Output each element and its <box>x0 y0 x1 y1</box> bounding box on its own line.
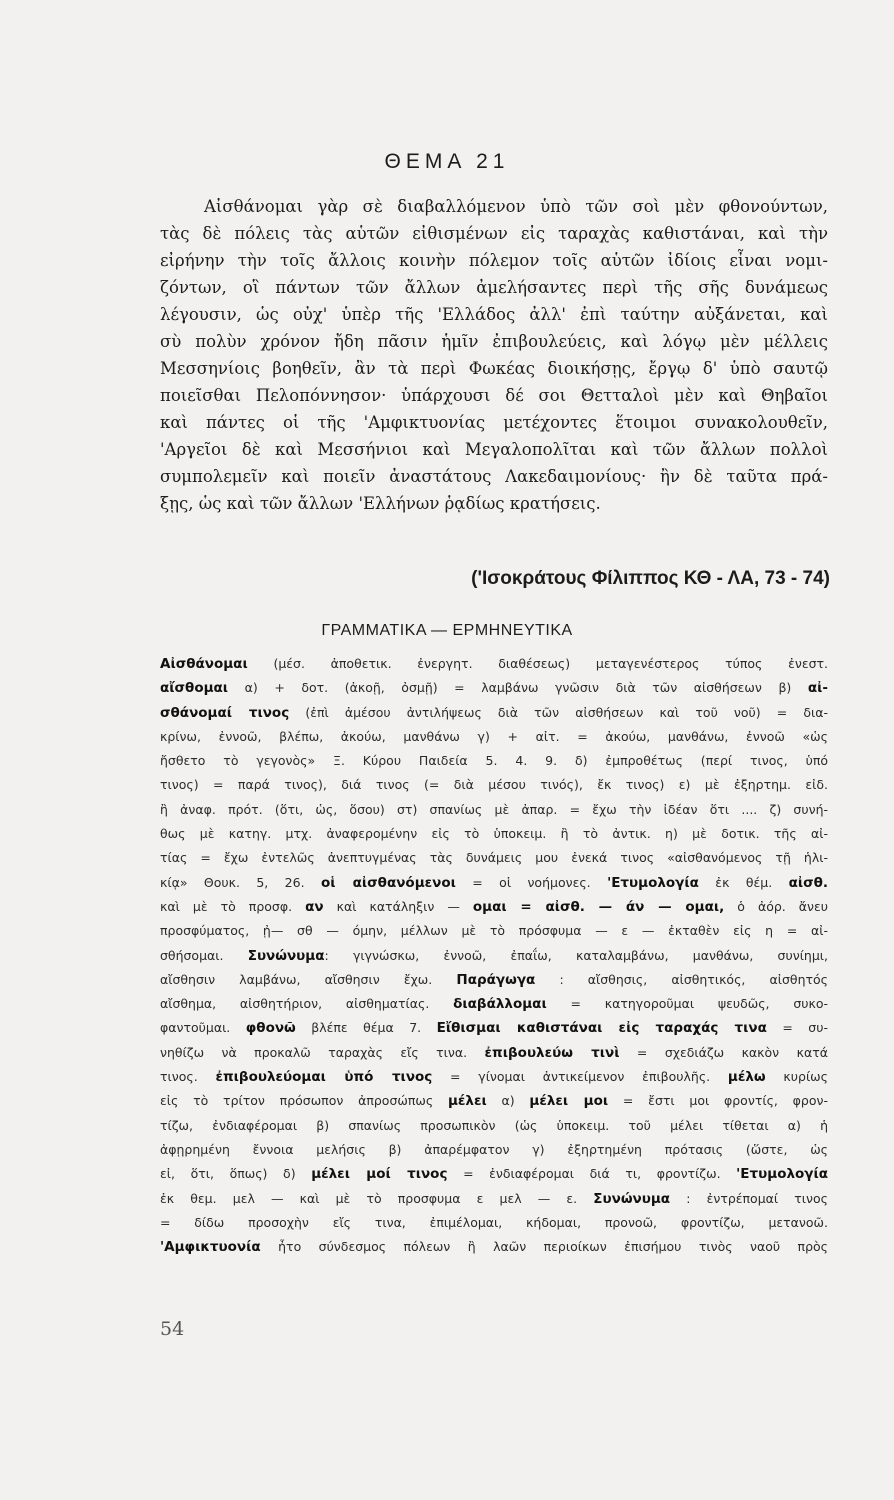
note-text: ὁ ἀόρ. ἄνευ <box>724 898 828 914</box>
note-text: α) <box>486 1093 530 1109</box>
notes-line <box>160 1162 828 1186</box>
note-text: εἰς τὸ τρίτον πρόσωπον ἀπροσώπως <box>160 1093 448 1109</box>
headword: ἐπιβουλεύω τινὶ <box>484 1044 620 1061</box>
note-text: = ἐνδιαφέρομαι διά τι, φροντίζω. <box>447 1166 737 1182</box>
notes-line <box>160 1016 828 1040</box>
note-text: καὶ κατάληξιν — <box>323 898 473 914</box>
headword: διαβάλλομαι <box>453 996 547 1013</box>
notes-line <box>160 1065 828 1089</box>
note-text: βλέπε θέμα 7. <box>295 1020 437 1036</box>
note-text: φαντοῦμαι. <box>160 1020 246 1036</box>
source-citation: ('Ισοκράτους Φίλιππος ΚΘ - ΛΑ, 73 - 74) <box>471 568 830 589</box>
note-text: (μέσ. ἀποθετικ. ἐνεργητ. διαθέσεως) μεταγενέστερος τύπος ἐνεστ. <box>247 656 828 671</box>
passage-line: εἰρήνην τὴν τοῖς ἄλλοις κοινὴν πόλεμον τοῖς αὑτῶν ἰδίοις εἶναι νομι- <box>160 251 828 270</box>
notes-line <box>160 822 828 846</box>
passage-line: τὰς δὲ πόλεις τὰς αὑτῶν εἰθισμένων εἰς ταραχὰς καθιστάναι, καὶ τὴν <box>160 224 828 243</box>
notes-line <box>160 895 828 919</box>
headword: αἰ- <box>807 680 828 697</box>
note-text: = σχεδιάζω κακὸν κατά <box>619 1044 828 1060</box>
notes-line <box>160 944 828 968</box>
headword: 'Αμφικτυονία <box>160 1239 261 1256</box>
notes-line <box>160 652 828 676</box>
notes-line <box>160 1089 828 1113</box>
grammar-notes <box>160 652 828 1259</box>
notes-line <box>160 846 828 870</box>
note-text: τινος) = παρά τινος), διά τινος (= διὰ μέσου τινός), ἔκ τινος) ε) μὲ ἐξηρτημ. εἰδ. <box>160 777 828 793</box>
notes-line <box>160 676 828 700</box>
headword: Παράγωγα <box>456 971 536 988</box>
page-number: 54 <box>160 1318 185 1340</box>
note-text: ἐκ θεμ. μελ — καὶ μὲ τὸ προσφυμα ε μελ — ε. <box>160 1190 594 1206</box>
notes-line <box>160 919 828 943</box>
notes-line <box>160 968 828 992</box>
headword: μέλει μοι <box>529 1093 609 1110</box>
headword: 'Ετυμολογία <box>607 874 699 891</box>
note-text: = κατηγοροῦμαι ψευδῶς, συκο- <box>546 996 828 1012</box>
headword: Συνώνυμα <box>247 947 325 964</box>
headword: ἐπιβουλεύομαι ὑπό τινος <box>215 1069 433 1086</box>
note-text: αἴσθημα, αἰσθητήριον, αἰσθηματίας. <box>160 996 454 1012</box>
headword: μέλει μοί τινος <box>311 1166 448 1183</box>
note-text: τίας = ἔχω ἐντελῶς ἀνεπτυγμένας τὰς δυνάμεις μου ἐνεκά τινος «αἰσθανόμενος τῇ ἡλι- <box>160 850 828 866</box>
headword: αν <box>305 898 324 915</box>
note-text: καὶ μὲ τὸ προσφ. <box>160 898 306 914</box>
notes-line <box>160 1041 828 1065</box>
notes-line <box>160 1114 828 1138</box>
note-text: αἴσθησιν λαμβάνω, αἴσθησιν ἔχω. <box>160 971 457 987</box>
note-text: θως μὲ κατηγ. μτχ. ἀναφερομένην εἰς τὸ ὑποκειμ. ἢ τὸ ἀντικ. η) μὲ δοτικ. τῆς αἰ- <box>160 826 828 842</box>
note-text: προσφύματος, ᾐ— σθ — όμην, μέλλων μὲ τὸ πρόσφυμα — ε — ἐκταθὲν εἰς η = αἰ- <box>160 923 828 939</box>
headword: αἴσθομαι <box>160 680 229 697</box>
passage-line: ξῃς, ὡς καὶ τῶν ἄλλων 'Ελλήνων ῥᾳδίως κρατήσεις. <box>160 494 601 513</box>
note-text: = δίδω προσοχὴν εἴς τινα, ἐπιμέλομαι, κήδομαι, προνοῶ, φροντίζω, μετανοῶ. <box>160 1214 828 1230</box>
headword: οἱ αἰσθανόμενοι <box>320 874 456 891</box>
note-text: = συ- <box>766 1020 828 1036</box>
notes-line <box>160 1138 828 1162</box>
passage-line: ζόντων, οἳ πάντων τῶν ἄλλων ἀμελήσαντες περὶ τῆς σῆς δυνάμεως <box>160 278 828 297</box>
note-text: νηθίζω νὰ προκαλῶ ταραχὰς εἴς τινα. <box>160 1044 485 1060</box>
note-text: κίᾳ» Θουκ. 5, 26. <box>160 874 321 890</box>
notes-line <box>160 701 828 725</box>
notes-line <box>160 871 828 895</box>
notes-line <box>160 749 828 773</box>
note-text: ἢ ἀναφ. πρότ. (ὅτι, ὡς, ὅσου) στ) σπανίως μὲ ἀπαρ. = ἔχω τὴν ἰδέαν ὅτι .... ζ) συνή- <box>160 801 828 817</box>
note-text: = ἔστι μοι φροντίς, φρον- <box>608 1093 828 1109</box>
headword: αἰσθ. <box>788 874 828 891</box>
notes-line <box>160 725 828 749</box>
headword: φθονῶ <box>245 1020 296 1037</box>
headword: μέλω <box>727 1069 766 1086</box>
headword: Αἰσθάνομαι <box>160 656 248 672</box>
note-text: : ἐντρέπομαί τινος <box>670 1190 828 1206</box>
headword: Συνώνυμα <box>593 1190 671 1207</box>
passage-line: 'Αργεῖοι δὲ καὶ Μεσσήνιοι καὶ Μεγαλοπολῖται καὶ τῶν ἄλλων πολλοὶ <box>160 440 828 459</box>
passage-line: σὺ πολὺν χρόνον ἤδη πᾶσιν ἡμῖν ἐπιβουλεύεις, καὶ λόγῳ μὲν μέλλεις <box>160 332 828 351</box>
notes-line <box>160 798 828 822</box>
notes-line <box>160 1211 828 1235</box>
headword: 'Ετυμολογία <box>736 1166 828 1183</box>
note-text: : γιγνώσκω, ἐννοῶ, ἐπαΐω, καταλαμβάνω, μανθάνω, συνίημι, <box>324 947 828 963</box>
note-text: : αἴσθησις, αἰσθητικός, αἰσθητός <box>535 971 828 987</box>
note-text: κρίνω, ἐννοῶ, βλέπω, ἀκούω, μανθάνω γ) + αἰτ. = ἀκούω, μανθάνω, ἐννοῶ «ὡς <box>160 728 828 744</box>
headword: σθάνομαί τινος <box>160 704 290 721</box>
passage-line: καὶ πάντες οἱ τῆς 'Αμφικτυονίας μετέχοντες ἕτοιμοι συνακολουθεῖν, <box>160 413 828 432</box>
note-text: ἤσθετο τὸ γεγονὸς» Ξ. Κύρου Παιδεία 5. 4. 9. δ) ἐμπροθέτως (περί τινος, ὑπό <box>160 753 828 769</box>
note-text: α) + δοτ. (ἀκοῇ, ὀσμῇ) = λαμβάνω γνῶσιν διὰ τῶν αἰσθήσεων β) <box>228 680 808 696</box>
passage-line: λέγουσιν, ὡς οὐχ' ὑπὲρ τῆς 'Ελλάδος ἀλλ' ἐπὶ ταύτην αὐξάνεται, καὶ <box>160 305 828 324</box>
note-text: ἐκ θέμ. <box>698 874 789 890</box>
note-text: τίζω, ἐνδιαφέρομαι β) σπανίως προσωπικὸν (ὡς ὑποκειμ. τοῦ μέλει τίθεται α) ἡ <box>160 1117 828 1133</box>
headword: Εἴθισμαι καθιστάναι εἰς ταραχάς τινα <box>436 1020 767 1037</box>
notes-line <box>160 773 828 797</box>
note-text: εἰ, ὅτι, ὅπως) δ) <box>160 1166 312 1182</box>
passage-line: Αἰσθάνομαι γὰρ σὲ διαβαλλόμενον ὑπὸ τῶν σοὶ μὲν φθονούντων, <box>204 197 828 216</box>
headword: ομαι = αἰσθ. — άν — ομαι, <box>472 898 725 915</box>
notes-line <box>160 992 828 1016</box>
headword: μέλει <box>447 1093 487 1110</box>
note-text: κυρίως <box>765 1069 828 1085</box>
passage-line: ποιεῖσθαι Πελοπόννησον· ὑπάρχουσι δέ σοι Θετταλοὶ μὲν καὶ Θηβαῖοι <box>160 386 828 405</box>
note-text: = οἱ νοήμονες. <box>455 874 608 890</box>
note-text: (ἐπὶ ἀμέσου ἀντιλήψεως διὰ τῶν αἰσθήσεων καὶ τοῦ νοῦ) = δια- <box>289 704 828 720</box>
notes-line <box>160 1187 828 1211</box>
page-title: ΘΕΜΑ 21 <box>384 150 510 173</box>
note-text: σθήσομαι. <box>160 947 248 963</box>
passage-line: Μεσσηνίοις βοηθεῖν, ἂν τὰ περὶ Φωκέας διοικήσῃς, ἔργῳ δ' ὑπὸ σαυτῷ <box>160 359 828 378</box>
ancient-text-passage <box>160 193 828 517</box>
note-text: τινος. <box>160 1069 216 1085</box>
note-text: ἦτο σύνδεσμος πόλεων ἢ λαῶν περιοίκων ἐπισήμου τινὸς ναοῦ πρὸς <box>260 1239 828 1255</box>
notes-line <box>160 1235 828 1259</box>
note-text: = γίνομαι ἀντικείμενον ἐπιβουλῆς. <box>432 1069 728 1085</box>
section-heading: ΓΡΑΜΜΑΤΙΚΑ — ΕΡΜΗΝΕΥΤΙΚΑ <box>321 622 573 639</box>
passage-line: συμπολεμεῖν καὶ ποιεῖν ἀναστάτους Λακεδαιμονίους· ἢν δὲ ταῦτα πρά- <box>160 467 828 486</box>
note-text: ἀφῃρημένη ἔννοια μελήσις β) ἀπαρέμφατον γ) ἐξηρτημένη πρότασις (ὥστε, ὡς <box>160 1141 828 1157</box>
